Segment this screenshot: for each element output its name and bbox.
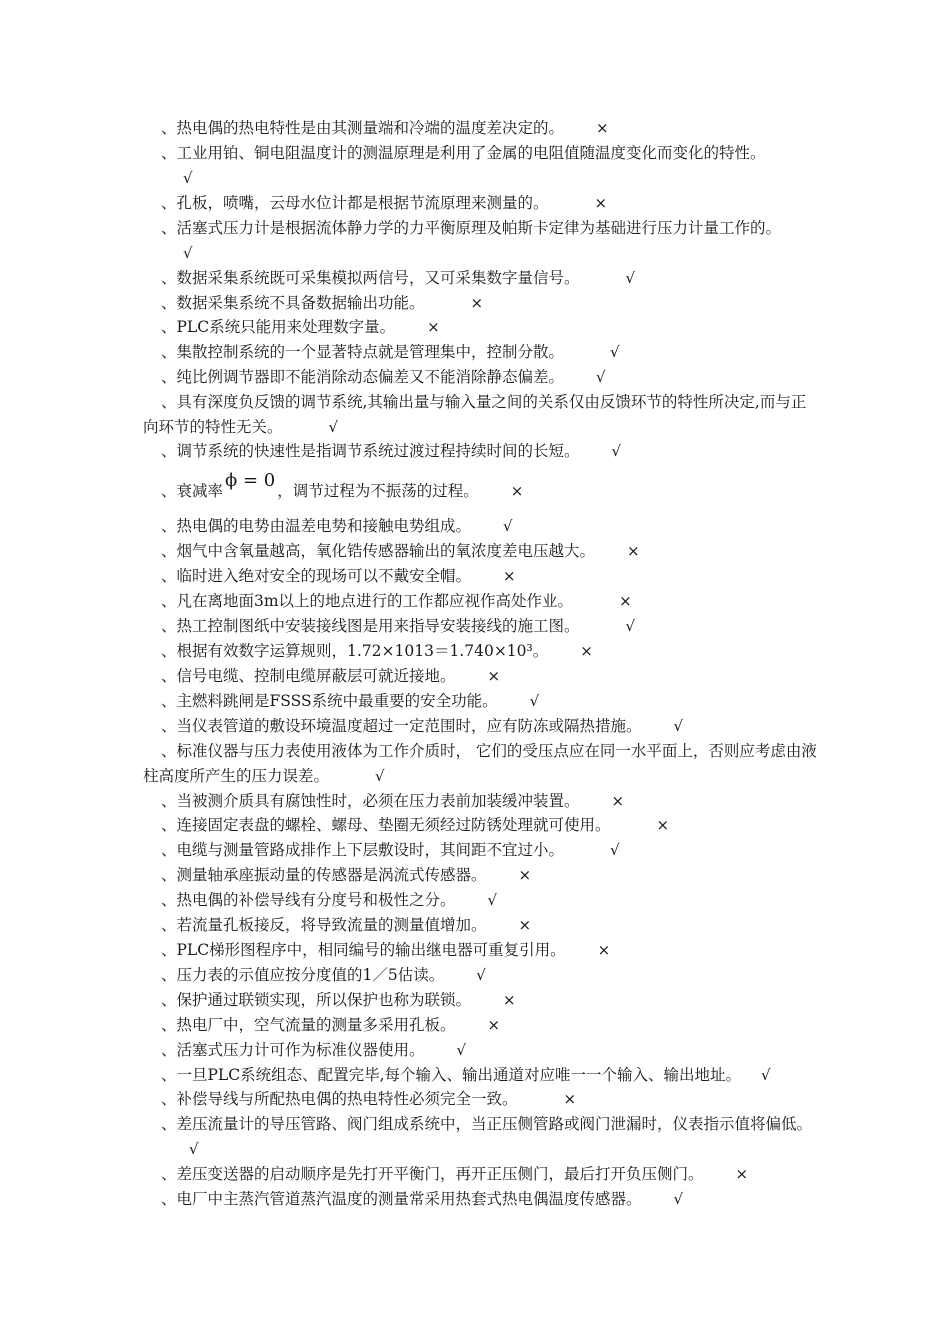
answer-mark: × (594, 194, 608, 212)
statement-text: 、集散控制系统的一个显著特点就是管理集中，控制分散。 (161, 343, 565, 361)
answer-mark: × (596, 119, 609, 137)
statement-19 (143, 664, 818, 689)
answer-mark: √ (611, 442, 622, 460)
answer-mark: √ (596, 368, 606, 386)
answer-mark: × (503, 991, 516, 1009)
statement-text: 、差压变送器的启动顺序是先打开平衡门，再开正压侧门，最后打开负压侧门。 (161, 1165, 704, 1183)
statement-text: 、烟气中含氧量越高，氧化锆传感器输出的氧浓度差电压越大。 (161, 542, 596, 560)
statement-11 (143, 439, 818, 464)
statement-15 (143, 564, 818, 589)
statement-16 (143, 589, 818, 614)
statement-text: 、数据采集系统既可采集模拟两信号，又可采集数字量信号。 (161, 269, 580, 287)
statement-text: 、活塞式压力计是根据流体静力学的力平衡原理及帕斯卡定律为基础进行压力计量工作的。 (161, 219, 782, 237)
statement-7 (143, 315, 818, 340)
statement-text: 、补偿导线与所配热电偶的热电特性必须完全一致。 (161, 1090, 518, 1108)
answer-mark: √ (673, 1190, 684, 1208)
formula-phi: ϕ = 0 (225, 470, 276, 491)
statement-32 (143, 1013, 818, 1038)
statement-6 (143, 291, 818, 316)
statement-28 (143, 913, 818, 938)
statement-text: 、临时进入绝对安全的现场可以不戴安全帽。 (161, 567, 472, 585)
statement-text: 、压力表的示值应按分度值的1／5估读。 (161, 966, 445, 984)
answer-mark: √ (375, 767, 385, 785)
statement-34 (143, 1063, 818, 1088)
statement-text: 、电缆与测量管路成排作上下层敷设时，其间距不宜过小。 (161, 841, 565, 859)
statement-14 (143, 539, 818, 564)
answer-mark: √ (625, 617, 636, 635)
answer-mark: × (563, 1090, 577, 1108)
answer-mark: √ (529, 692, 540, 710)
statement-26 (143, 863, 818, 888)
answer-mark: × (503, 567, 516, 585)
answer-mark: √ (610, 841, 620, 859)
statement-text: 、标准仪器与压力表使用液体为工作介质时， 它们的受压点应在同一水平面上，否则应考虑由液柱高度所产生的压力误差。 (143, 742, 817, 785)
statement-text: 、热电偶的热电特性是由其测量端和冷端的温度差决定的。 (161, 119, 565, 137)
answer-mark: × (619, 592, 632, 610)
answer-mark: √ (328, 418, 339, 436)
statement-text-b: ，调节过程为不振荡的过程。 (277, 482, 479, 500)
answer-mark: × (487, 667, 501, 685)
statement-2 (143, 141, 818, 191)
statement-text: 、若流量孔板接反，将导致流量的测量值增加。 (161, 916, 487, 934)
answer-mark: √ (673, 717, 684, 735)
answer-mark: √ (189, 1140, 199, 1158)
answer-mark: √ (487, 891, 498, 909)
answer-mark: √ (476, 966, 486, 984)
statement-text: 、纯比例调节器即不能消除动态偏差又不能消除静态偏差。 (161, 368, 565, 386)
statement-29 (143, 938, 818, 963)
statement-17 (143, 614, 818, 639)
statement-5 (143, 266, 818, 291)
statement-text: 、差压流量计的导压管路、阀门组成系统中，当正压侧管路或阀门泄漏时，仪表指示值将偏低。 (161, 1115, 813, 1133)
statement-text: 、热工控制图纸中安装接线图是用来指导安装接线的施工图。 (161, 617, 580, 635)
answer-mark: √ (610, 343, 620, 361)
statement-text: 、具有深度负反馈的调节系统,其输出量与输入量之间的关系仅由反馈环节的特性所决定,而与正向环节的特性无关。 (143, 393, 807, 436)
statement-text: 、连接固定表盘的螺栓、螺母、垫圈无须经过防锈处理就可使用。 (161, 816, 611, 834)
answer-mark: × (627, 542, 640, 560)
statement-text: 、数据采集系统不具备数据输出功能。 (161, 294, 425, 312)
answer-mark: √ (183, 244, 193, 262)
statement-text: 、PLC系统只能用来处理数字量。 (161, 318, 396, 336)
statement-23 (143, 789, 818, 814)
statement-22 (143, 739, 818, 789)
statement-text: 、信号电缆、控制电缆屏蔽层可就近接地。 (161, 667, 456, 685)
answer-mark: × (611, 792, 625, 810)
answer-mark: √ (456, 1041, 467, 1059)
statement-text: 、一旦PLC系统组态、配置完毕,每个输入、输出通道对应唯一一个输入、输出地址。 (161, 1066, 742, 1084)
statement-text: 、热电厂中，空气流量的测量多采用孔板。 (161, 1016, 456, 1034)
statement-8 (143, 340, 818, 365)
statement-text: 、电厂中主蒸汽管道蒸汽温度的测量常采用热套式热电偶温度传感器。 (161, 1190, 642, 1208)
statement-35 (143, 1087, 818, 1112)
answer-mark: √ (625, 269, 636, 287)
statement-31 (143, 988, 818, 1013)
answer-mark: × (510, 482, 524, 500)
answer-mark: × (597, 941, 611, 959)
statement-18 (143, 639, 818, 664)
statement-text: 、热电偶的补偿导线有分度号和极性之分。 (161, 891, 456, 909)
answer-mark: × (518, 866, 532, 884)
statement-25 (143, 838, 818, 863)
statement-text: 、PLC梯形图程序中，相同编号的输出继电器可重复引用。 (161, 941, 566, 959)
statement-text: 、主燃料跳闸是FSSS系统中最重要的安全功能。 (161, 692, 498, 710)
statement-10 (143, 390, 818, 440)
answer-mark: √ (503, 517, 513, 535)
statement-text-a: 、衰减率 (161, 482, 224, 500)
answer-mark: × (518, 916, 532, 934)
statement-text: 、活塞式压力计可作为标准仪器使用。 (161, 1041, 425, 1059)
statement-text: 、热电偶的电势由温差电势和接触电势组成。 (161, 517, 472, 535)
answer-mark: √ (761, 1066, 771, 1084)
answer-mark: × (580, 642, 593, 660)
statement-text: 、孔板，喷嘴，云母水位计都是根据节流原理来测量的。 (161, 194, 549, 212)
statement-24 (143, 813, 818, 838)
answer-mark: × (470, 294, 484, 312)
statement-text: 、当被测介质具有腐蚀性时，必须在压力表前加装缓冲装置。 (161, 792, 580, 810)
statement-27 (143, 888, 818, 913)
statement-9 (143, 365, 818, 390)
statement-13 (143, 514, 818, 539)
statement-37 (143, 1162, 818, 1187)
answer-mark: × (656, 816, 670, 834)
statement-4 (143, 216, 818, 266)
statement-20 (143, 689, 818, 714)
statement-text: 、当仪表管道的敷设环境温度超过一定范围时，应有防冻或隔热措施。 (161, 717, 642, 735)
statement-text: 、工业用铂、铜电阻温度计的测温原理是利用了金属的电阻值随温度变化而变化的特性。 (161, 144, 766, 162)
answer-mark: √ (183, 169, 193, 187)
answer-mark: × (427, 318, 440, 336)
statement-3 (143, 191, 818, 216)
statement-21 (143, 714, 818, 739)
statement-text: 、凡在离地面3m以上的地点进行的工作都应视作高处作业。 (161, 592, 574, 610)
statement-text: 、测量轴承座振动量的传感器是涡流式传感器。 (161, 866, 487, 884)
statement-33 (143, 1038, 818, 1063)
answer-mark: × (735, 1165, 749, 1183)
statement-12 (143, 470, 818, 504)
statement-text: 、保护通过联锁实现，所以保护也称为联锁。 (161, 991, 472, 1009)
answer-mark: × (487, 1016, 501, 1034)
statement-30 (143, 963, 818, 988)
statement-36 (143, 1112, 818, 1162)
statement-1 (143, 116, 818, 141)
statement-text: 、根据有效数字运算规则，1.72×1013＝1.740×10³。 (161, 642, 549, 660)
statement-38 (143, 1187, 818, 1212)
statement-text: 、调节系统的快速性是指调节系统过渡过程持续时间的长短。 (161, 442, 580, 460)
